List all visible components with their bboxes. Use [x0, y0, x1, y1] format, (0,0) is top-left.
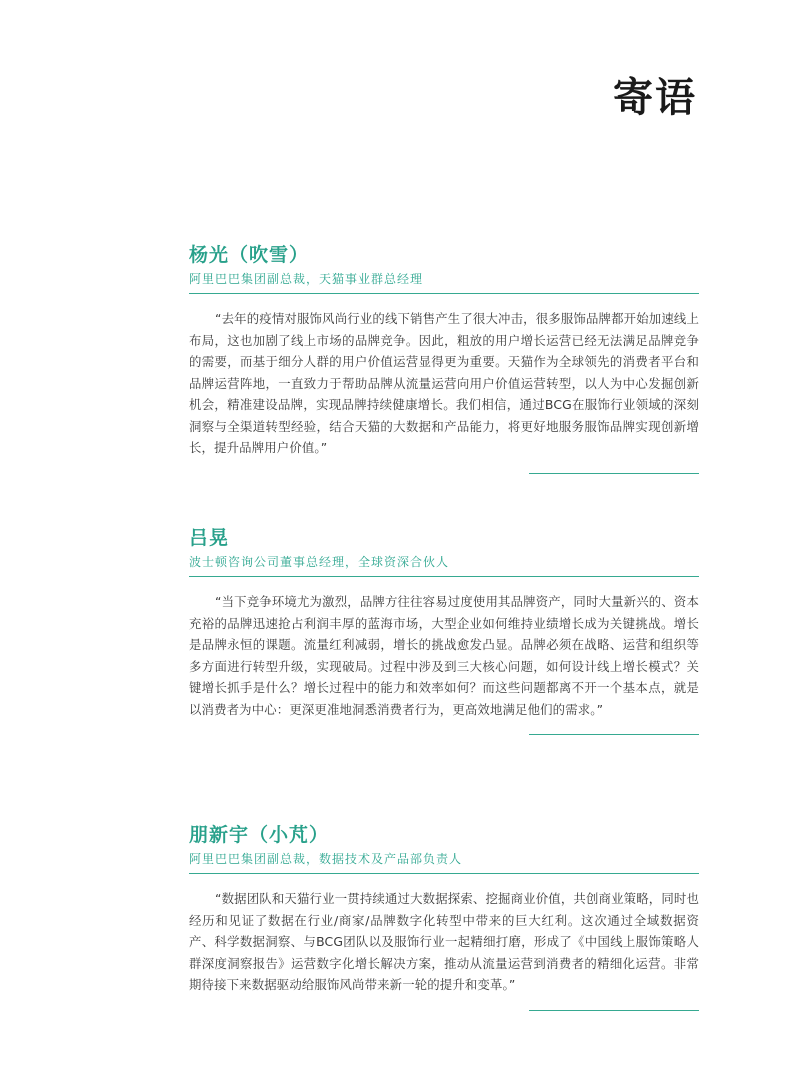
testimonial-section — [189, 526, 699, 735]
person-role: 波士顿咨询公司董事总经理，全球资深合伙人 — [189, 554, 699, 577]
testimonial-section — [189, 243, 699, 474]
quote-text: “去年的疫情对服饰风尚行业的线下销售产生了很大冲击，很多服饰品牌都开始加速线上布局，这也加剧了线上市场的品牌竞争。因此，粗放的用户增长运营已经无法满足品牌竞争的需要，而基于细分人群的用户价值运营显得更为重要。天猫作为全球领先的消费者平台和品牌运营阵地，一直致力于帮助品牌从流量运营向用户价值运营转型，以人为中心发掘创新机会，精准建设品牌，实现品牌持续健康增长。我们相信，通过BCG在服饰行业领域的深刻洞察与全渠道转型经验，结合天猫的大数据和产品能力，将更好地服务服饰品牌实现创新增长，提升品牌用户价值。” — [189, 311, 699, 455]
section-end-divider — [529, 1010, 699, 1011]
section-end-divider — [529, 473, 699, 474]
person-role: 阿里巴巴集团副总裁，天猫事业群总经理 — [189, 271, 699, 294]
person-name: 朋新宇（小芃） — [189, 824, 330, 846]
quote-text: “当下竞争环境尤为激烈，品牌方往往容易过度使用其品牌资产，同时大量新兴的、资本充裕的品牌迅速抢占利润丰厚的蓝海市场，大型企业如何维持业绩增长成为关键挑战。增长是品牌永恒的课题。流量红利减弱，增长的挑战愈发凸显。品牌必须在战略、运营和组织等多方面进行转型升级，实现破局。过程中涉及到三大核心问题，如何设计线上增长模式？关键增长抓手是什么？增长过程中的能力和效率如何？而这些问题都离不开一个基本点，就是以消费者为中心：更深更准地洞悉消费者行为，更高效地满足他们的需求。” — [189, 594, 699, 717]
page-title: 寄语 — [613, 74, 697, 121]
person-name: 杨光（吹雪） — [189, 244, 310, 266]
person-name: 吕晃 — [189, 527, 230, 549]
person-role: 阿里巴巴集团副总裁，数据技术及产品部负责人 — [189, 851, 699, 874]
testimonial-section — [189, 823, 699, 1011]
quote-text: “数据团队和天猫行业一贯持续通过大数据探索、挖掘商业价值，共创商业策略，同时也经历和见证了数据在行业/商家/品牌数字化转型中带来的巨大红利。这次通过全域数据资产、科学数据洞察、与BCG团队以及服饰行业一起精细打磨，形成了《中国线上服饰策略人群深度洞察报告》运营数字化增长解决方案，推动从流量运营到消费者的精细化运营。非常期待接下来数据驱动给服饰风尚带来新一轮的提升和变革。” — [189, 891, 699, 992]
section-end-divider — [529, 734, 699, 735]
